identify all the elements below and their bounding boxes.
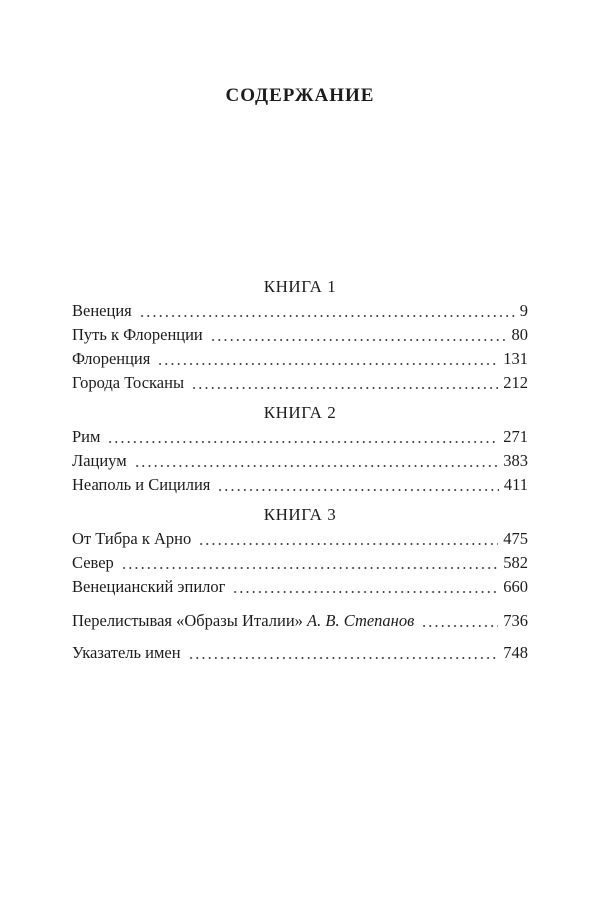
dot-leader [107, 441, 498, 443]
entry-label-text: Города Тосканы [72, 373, 185, 392]
page-title: СОДЕРЖАНИЕ [225, 85, 375, 106]
dot-leader [210, 339, 507, 341]
toc-entry [72, 371, 528, 395]
entry-label [72, 641, 181, 665]
entry-label [72, 551, 114, 575]
entry-label-text: Венецианский эпилог [72, 577, 226, 596]
entry-label [72, 299, 132, 323]
entry-page-number: 475 [503, 529, 528, 548]
dot-leader [139, 315, 515, 317]
dot-leader [134, 465, 499, 467]
entry-page-number: 212 [503, 373, 528, 392]
entry-page-number: 80 [511, 325, 528, 344]
toc-extra-entries [72, 609, 528, 665]
entry-label [72, 371, 184, 395]
toc-entry [72, 551, 528, 575]
dot-leader [232, 591, 498, 593]
toc-entry [72, 641, 528, 665]
entry-label-text: Неаполь и Сицилия [72, 475, 211, 494]
dot-leader [421, 625, 498, 627]
entry-label-text: Север [72, 553, 114, 572]
dot-leader [191, 387, 498, 389]
dot-leader [157, 363, 498, 365]
entry-page-number: 660 [503, 577, 528, 596]
toc-entry [72, 473, 528, 497]
toc-entry [72, 527, 528, 551]
entry-label [72, 575, 225, 599]
toc-book [72, 401, 528, 497]
entry-label [72, 473, 210, 497]
entry-label-text: Указатель имен [72, 643, 181, 662]
entry-label [72, 425, 100, 449]
entry-label-text: Лациум [72, 451, 127, 470]
entry-label-text: От Тибра к Арно [72, 529, 192, 548]
entry-page-number: 131 [503, 349, 528, 368]
toc-entry [72, 575, 528, 599]
book-header: КНИГА 2 [263, 403, 337, 422]
entry-label-text: Перелистывая «Образы Италии» [72, 611, 308, 630]
toc-book [72, 503, 528, 599]
entry-label [72, 449, 127, 473]
entry-page-number: 736 [503, 611, 528, 630]
entry-label [72, 323, 203, 347]
toc-entry [72, 347, 528, 371]
toc-entry [72, 449, 528, 473]
entry-page-number: 9 [519, 301, 528, 320]
entry-label-author-italic: А. В. Степанов [307, 611, 415, 630]
entry-label-text: Венеция [72, 301, 132, 320]
toc-entry [72, 609, 528, 633]
entry-label [72, 609, 414, 633]
toc-entry [72, 323, 528, 347]
toc-book [72, 275, 528, 395]
dot-leader [217, 489, 498, 491]
entry-page-number: 582 [503, 553, 528, 572]
dot-leader [188, 657, 499, 659]
entry-page-number: 748 [503, 643, 528, 662]
entry-label [72, 527, 191, 551]
book-header: КНИГА 3 [263, 505, 337, 524]
entry-label-text: Рим [72, 427, 101, 446]
book-header: КНИГА 1 [263, 277, 337, 296]
entry-page-number: 383 [503, 451, 528, 470]
dot-leader [198, 543, 498, 545]
toc-book-list [72, 275, 528, 599]
entry-label [72, 347, 150, 371]
toc-entry [72, 425, 528, 449]
entry-label-text: Путь к Флоренции [72, 325, 203, 344]
entry-page-number: 411 [503, 475, 528, 494]
entry-label-text: Флоренция [72, 349, 151, 368]
entry-page-number: 271 [503, 427, 528, 446]
toc-entry [72, 299, 528, 323]
dot-leader [121, 567, 498, 569]
